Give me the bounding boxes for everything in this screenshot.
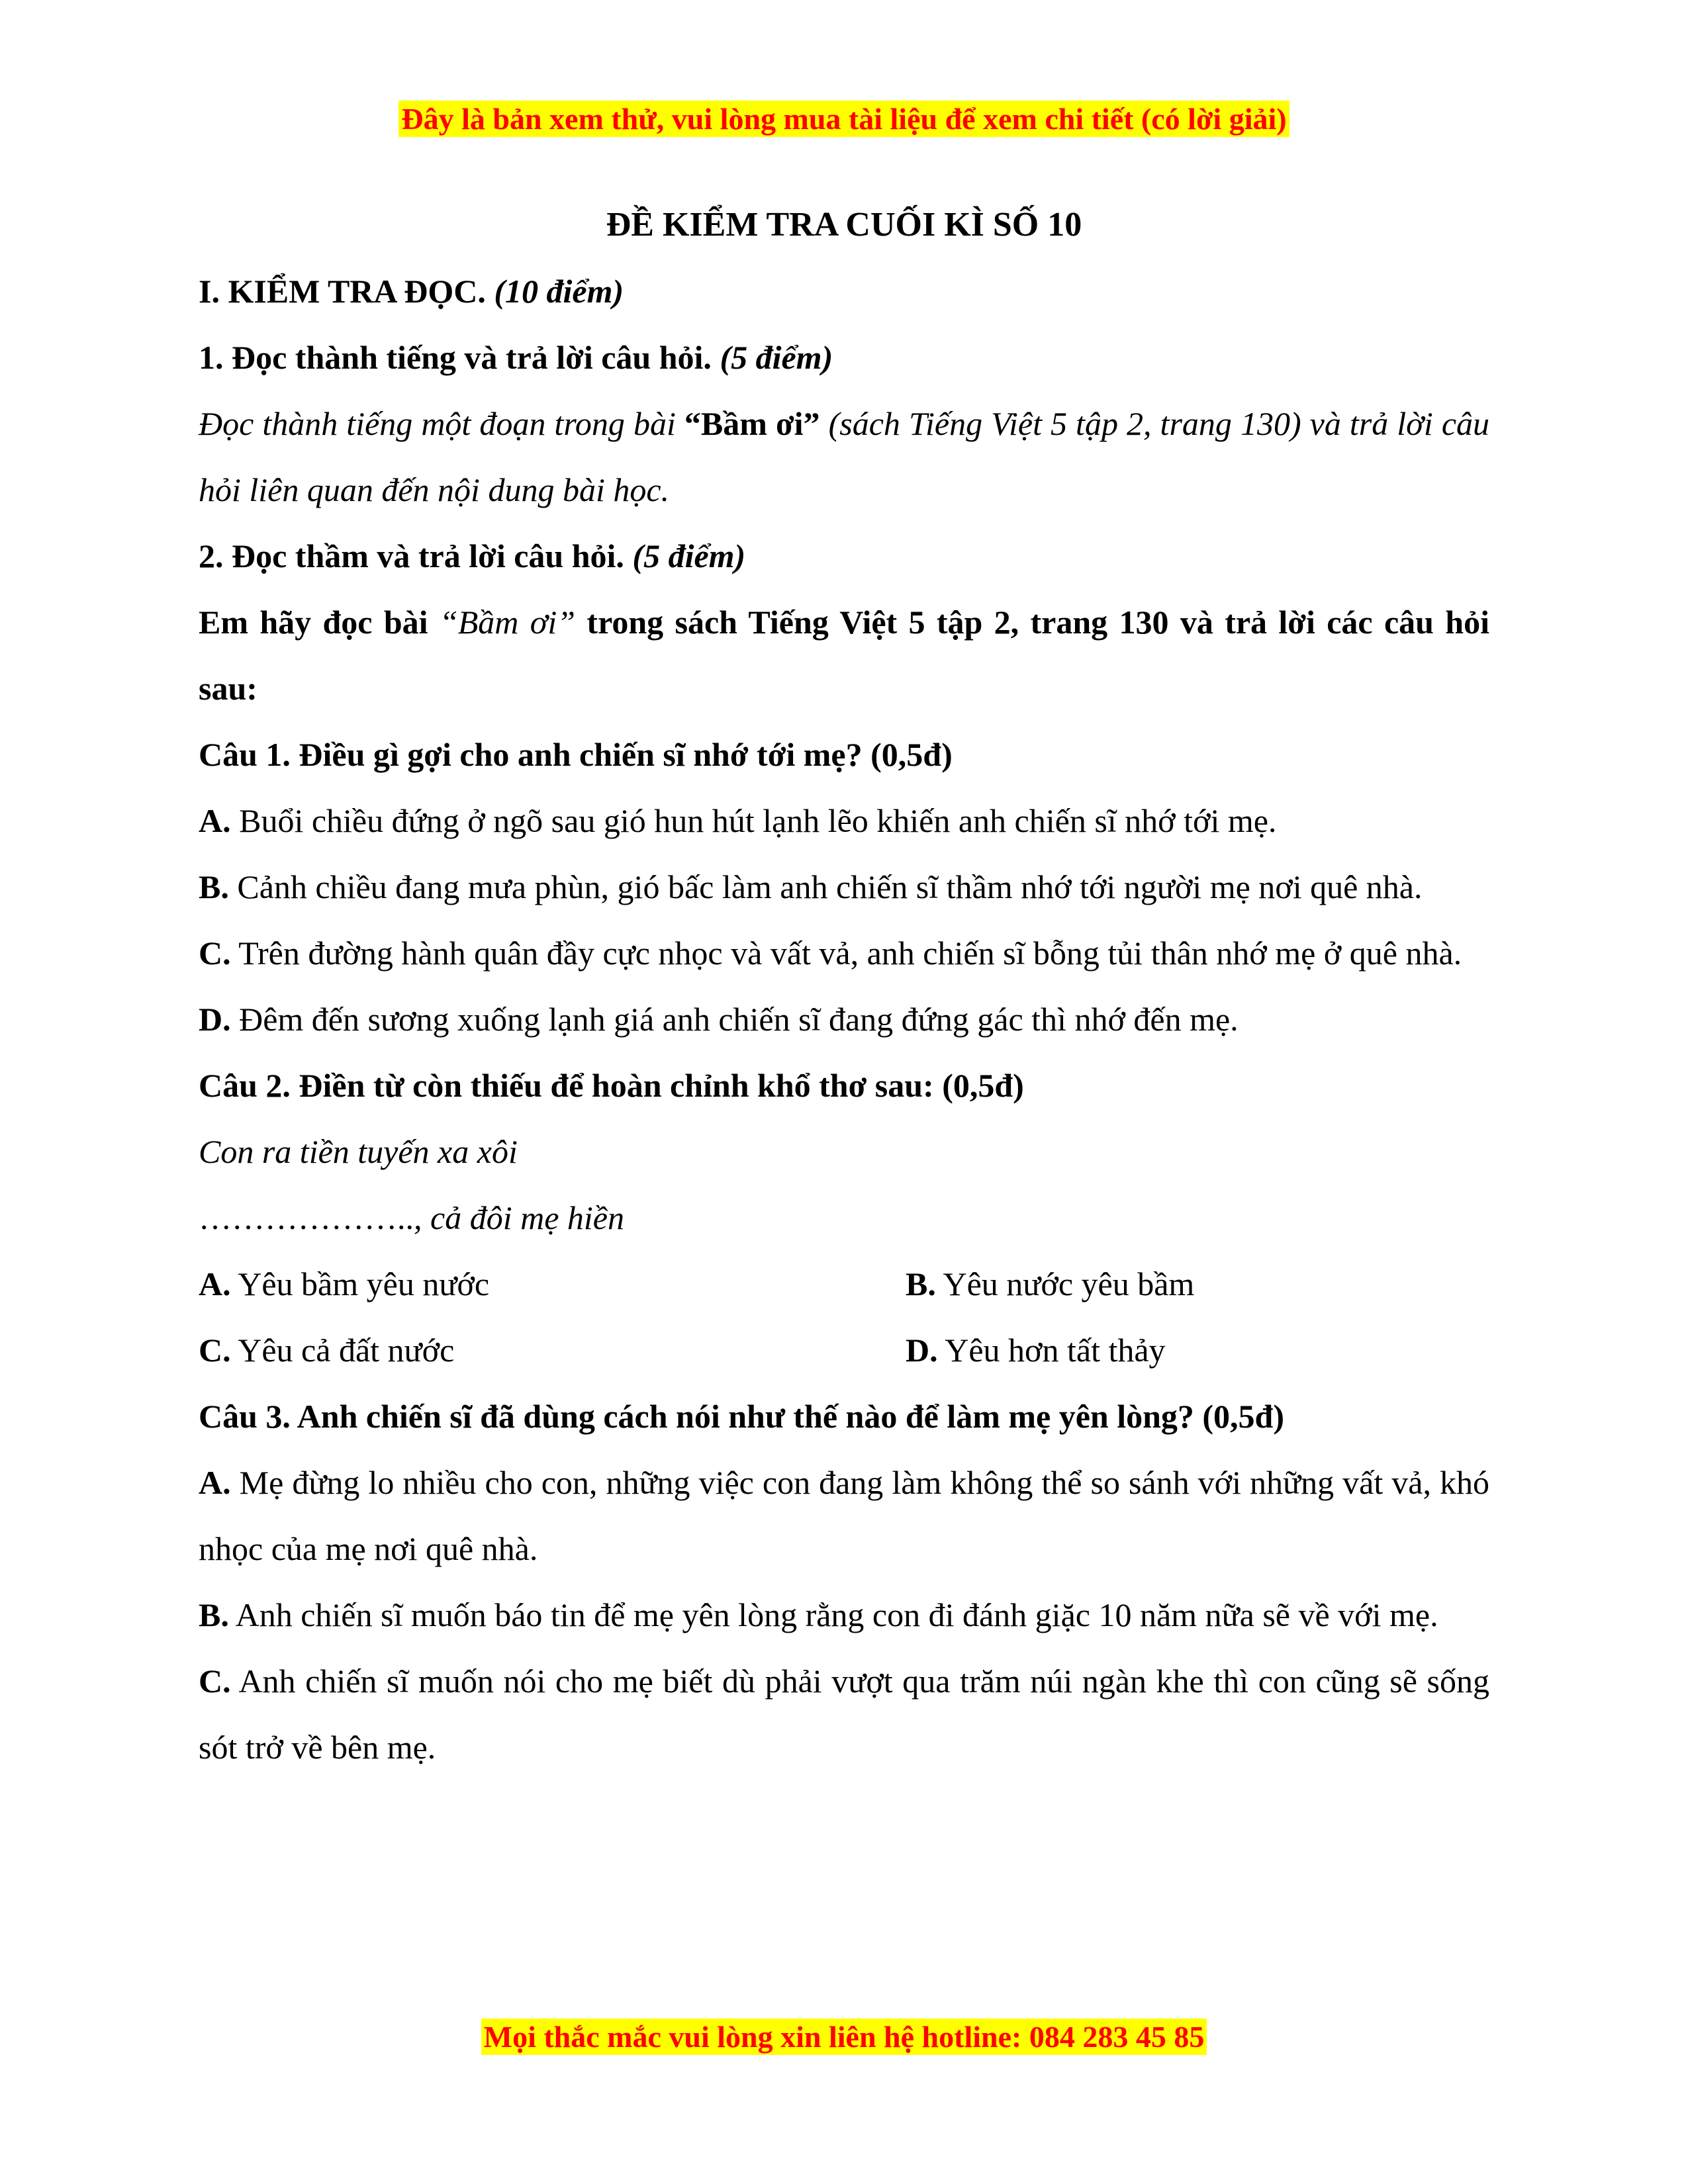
part1-instr-b: (sách Tiếng Việt 5 tập 2, trang 130) và trả lời câu hỏi liên quan đến nội dung bài học. [199, 405, 1490, 508]
part1-poem-title: “Bầm ơi” [684, 405, 820, 442]
option-label: B. [199, 1596, 229, 1633]
q1-option-d [199, 986, 1489, 1052]
option-text: Trên đường hành quân đầy cực nhọc và vất vả, anh chiến sĩ bỗng tủi thân nhớ mẹ ở quê nhà. [230, 934, 1462, 972]
part1-instr-a: Đọc thành tiếng một đoạn trong bài [199, 405, 684, 442]
part1-heading [199, 324, 1489, 390]
poem-blank-dots: ……………….. [199, 1199, 414, 1236]
q3-option-c [199, 1648, 1489, 1780]
q2-options-row-2 [199, 1317, 1489, 1383]
option-text: Đêm đến sương xuống lạnh giá anh chiến sĩ đang đứng gác thì nhớ đến mẹ. [230, 1001, 1239, 1038]
part1-instructions [199, 390, 1489, 523]
option-text: Anh chiến sĩ muốn nói cho mẹ biết dù phải vượt qua trăm núi ngàn khe thì con cũng sẽ sống sót trở về bên mẹ. [199, 1662, 1489, 1766]
option-label: C. [199, 1662, 231, 1700]
part1-heading-text: 1. Đọc thành tiếng và trả lời câu hỏi. [199, 339, 712, 376]
part2-instr-a: Em hãy đọc bài [199, 604, 440, 641]
option-text: Mẹ đừng lo nhiều cho con, những việc con đang làm không thể so sánh với những vất vả, khó nhọc của mẹ nơi quê nhà. [199, 1464, 1489, 1567]
part2-heading-text: 2. Đọc thầm và trả lời câu hỏi. [199, 537, 624, 574]
question-2: Câu 2. Điền từ còn thiếu để hoàn chỉnh khổ thơ sau: (0,5đ) [199, 1067, 1024, 1104]
q3-option-b [199, 1582, 1489, 1648]
option-text: Yêu hơn tất thảy [937, 1332, 1166, 1369]
option-label: A. [199, 802, 231, 839]
part2-instructions [199, 589, 1489, 721]
section-heading-text: I. KIỂM TRA ĐỌC. [199, 273, 486, 310]
part2-points: (5 điểm) [632, 537, 746, 574]
option-label: C. [199, 1332, 231, 1369]
q1-option-a [199, 788, 1489, 854]
q2-option-d [906, 1317, 1489, 1383]
exam-title: ĐỀ KIỂM TRA CUỐI KÌ SỐ 10 [606, 206, 1082, 244]
part2-poem-title: “Bầm ơi” [439, 604, 576, 641]
q3-option-a [199, 1449, 1489, 1582]
q2-option-b [906, 1251, 1489, 1317]
hotline-banner [0, 2019, 1688, 2056]
option-label: A. [199, 1265, 231, 1302]
preview-notice-text: Đây là bản xem thử, vui lòng mua tài liệu để xem chi tiết (có lời giải) [399, 101, 1289, 137]
option-label: D. [906, 1332, 938, 1369]
option-label: D. [199, 1001, 231, 1038]
option-label: B. [906, 1265, 936, 1302]
option-text: Yêu nước yêu bầm [935, 1265, 1195, 1302]
poem-line-2-text: , cả đôi mẹ hiền [414, 1199, 624, 1236]
option-text: Anh chiến sĩ muốn báo tin để mẹ yên lòng rằng con đi đánh giặc 10 năm nữa sẽ về với mẹ. [228, 1596, 1438, 1633]
part1-points: (5 điểm) [720, 339, 833, 376]
option-text: Yêu cả đất nước [230, 1332, 455, 1369]
poem-line-2 [199, 1185, 1489, 1251]
q2-option-c [199, 1317, 906, 1383]
option-text: Cảnh chiều đang mưa phùn, gió bấc làm anh chiến sĩ thầm nhớ tới người mẹ nơi quê nhà. [228, 868, 1423, 905]
q2-options-row-1 [199, 1251, 1489, 1317]
question-3: Câu 3. Anh chiến sĩ đã dùng cách nói như thế nào để làm mẹ yên lòng? (0,5đ) [199, 1398, 1285, 1435]
option-text: Yêu bầm yêu nước [230, 1265, 490, 1302]
q1-option-b [199, 854, 1489, 920]
part2-instr-b: trong sách Tiếng Việt 5 tập 2, trang 130 và trả lời các câu hỏi sau: [199, 604, 1489, 707]
poem-line-1: Con ra tiền tuyến xa xôi [199, 1133, 518, 1170]
q1-option-c [199, 920, 1489, 986]
option-label: B. [199, 868, 229, 905]
option-label: C. [199, 934, 231, 972]
option-label: A. [199, 1464, 231, 1501]
part2-heading [199, 523, 1489, 589]
document-body [199, 192, 1489, 1780]
preview-notice-banner [0, 101, 1688, 138]
hotline-text: Mọi thắc mắc vui lòng xin liên hệ hotline: 084 283 45 85 [481, 2019, 1207, 2055]
q2-option-a [199, 1251, 906, 1317]
section-heading-reading [199, 258, 1489, 324]
section-points: (10 điểm) [494, 273, 624, 310]
option-text: Buổi chiều đứng ở ngõ sau gió hun hút lạnh lẽo khiến anh chiến sĩ nhớ tới mẹ. [230, 802, 1277, 839]
question-1: Câu 1. Điều gì gợi cho anh chiến sĩ nhớ tới mẹ? (0,5đ) [199, 736, 953, 773]
